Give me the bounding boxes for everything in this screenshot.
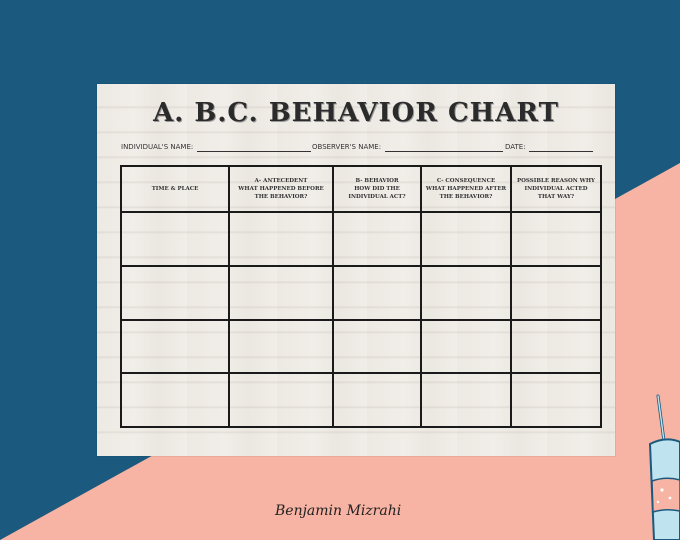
table-cell[interactable] bbox=[121, 212, 229, 266]
date-line[interactable] bbox=[529, 151, 593, 152]
table-cell[interactable] bbox=[229, 320, 333, 374]
table-cell[interactable] bbox=[421, 212, 511, 266]
header-fields bbox=[121, 141, 593, 155]
column-header-consequence: C- CONSEQUENCE WHAT HAPPENED AFTER THE BEHAVIOR? bbox=[421, 166, 511, 212]
table-cell[interactable] bbox=[421, 266, 511, 320]
table-cell[interactable] bbox=[333, 373, 421, 427]
table-row bbox=[121, 212, 601, 266]
table-cell[interactable] bbox=[121, 266, 229, 320]
individual-name-label: INDIVIDUAL'S NAME: bbox=[121, 143, 194, 151]
table-row bbox=[121, 320, 601, 374]
observer-name-label: OBSERVER'S NAME: bbox=[312, 143, 382, 151]
behavior-chart-sheet bbox=[97, 84, 615, 456]
date-label: DATE: bbox=[505, 143, 526, 151]
table-cell[interactable] bbox=[229, 212, 333, 266]
table-cell[interactable] bbox=[511, 212, 601, 266]
column-header-possible-reason: POSSIBLE REASON WHY INDIVIDUAL ACTED THAT WAY? bbox=[511, 166, 601, 212]
table-cell[interactable] bbox=[511, 373, 601, 427]
individual-name-line[interactable] bbox=[197, 151, 311, 152]
table-header-row bbox=[121, 166, 601, 212]
abc-table bbox=[120, 165, 602, 428]
table-cell[interactable] bbox=[121, 373, 229, 427]
table-cell[interactable] bbox=[333, 266, 421, 320]
table-cell[interactable] bbox=[421, 320, 511, 374]
column-header-antecedent: A- ANTECEDENT WHAT HAPPENED BEFORE THE BEHAVIOR? bbox=[229, 166, 333, 212]
author-signature: Benjamin Mizrahi bbox=[275, 503, 402, 519]
table-cell[interactable] bbox=[421, 373, 511, 427]
table-cell[interactable] bbox=[333, 320, 421, 374]
column-header-time-place: TIME & PLACE bbox=[121, 166, 229, 212]
table-cell[interactable] bbox=[229, 373, 333, 427]
column-header-behavior: B- BEHAVIOR HOW DID THE INDIVIDUAL ACT? bbox=[333, 166, 421, 212]
table-cell[interactable] bbox=[333, 212, 421, 266]
chart-title: A. B.C. BEHAVIOR CHART bbox=[153, 98, 559, 128]
table-cell[interactable] bbox=[511, 266, 601, 320]
table-cell[interactable] bbox=[511, 320, 601, 374]
pen-cup-icon bbox=[636, 386, 680, 540]
table-cell[interactable] bbox=[229, 266, 333, 320]
table-row bbox=[121, 373, 601, 427]
table-row bbox=[121, 266, 601, 320]
table-cell[interactable] bbox=[121, 320, 229, 374]
observer-name-line[interactable] bbox=[385, 151, 503, 152]
